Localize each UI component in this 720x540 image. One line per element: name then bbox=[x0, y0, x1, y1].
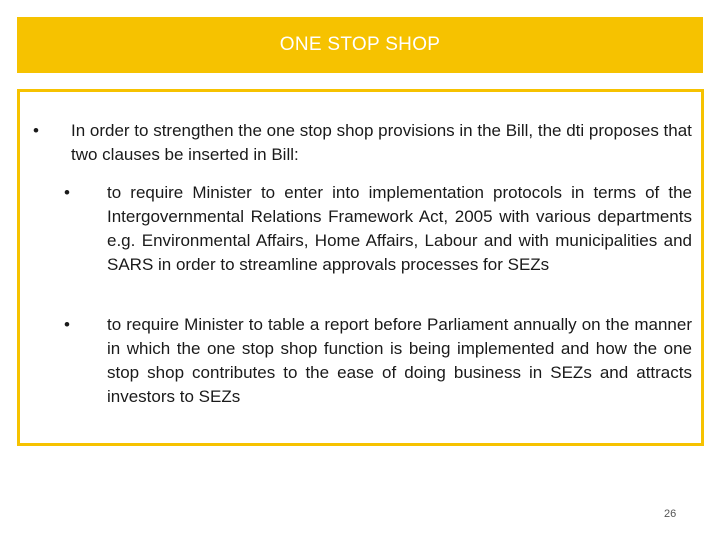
page-number: 26 bbox=[664, 508, 677, 520]
main-point-text bbox=[71, 119, 692, 167]
main-point-text-before: In order to strengthen the one stop shop provisions in the Bill, bbox=[71, 121, 538, 140]
content-box bbox=[17, 89, 704, 446]
sub-bullet-marker: • bbox=[64, 315, 70, 334]
sub-point-1-text: to require Minister to enter into implementation protocols in terms of the Intergovernmental Relations Framework Act, 2005 with various departments e.g. Environmental Affairs, Home Affairs, Labour and with municipalities and SARS in order to streamline approvals processes for SEZs bbox=[107, 183, 692, 274]
sub-point-2-text: to require Minister to table a report before Parliament annually on the manner in which the one stop shop function is being implemented and how the one stop shop contributes to the ease of doing business in SEZs and attracts investors to SEZs bbox=[107, 315, 692, 406]
main-point-text-after: proposes that two clauses be inserted in Bill: bbox=[71, 121, 692, 164]
main-point-emphasis: the dti bbox=[537, 121, 585, 140]
slide-title: ONE STOP SHOP bbox=[279, 34, 441, 55]
slide-title-bar bbox=[17, 17, 703, 73]
sub-bullet-marker: • bbox=[64, 183, 70, 202]
bullet-marker: • bbox=[33, 121, 39, 140]
